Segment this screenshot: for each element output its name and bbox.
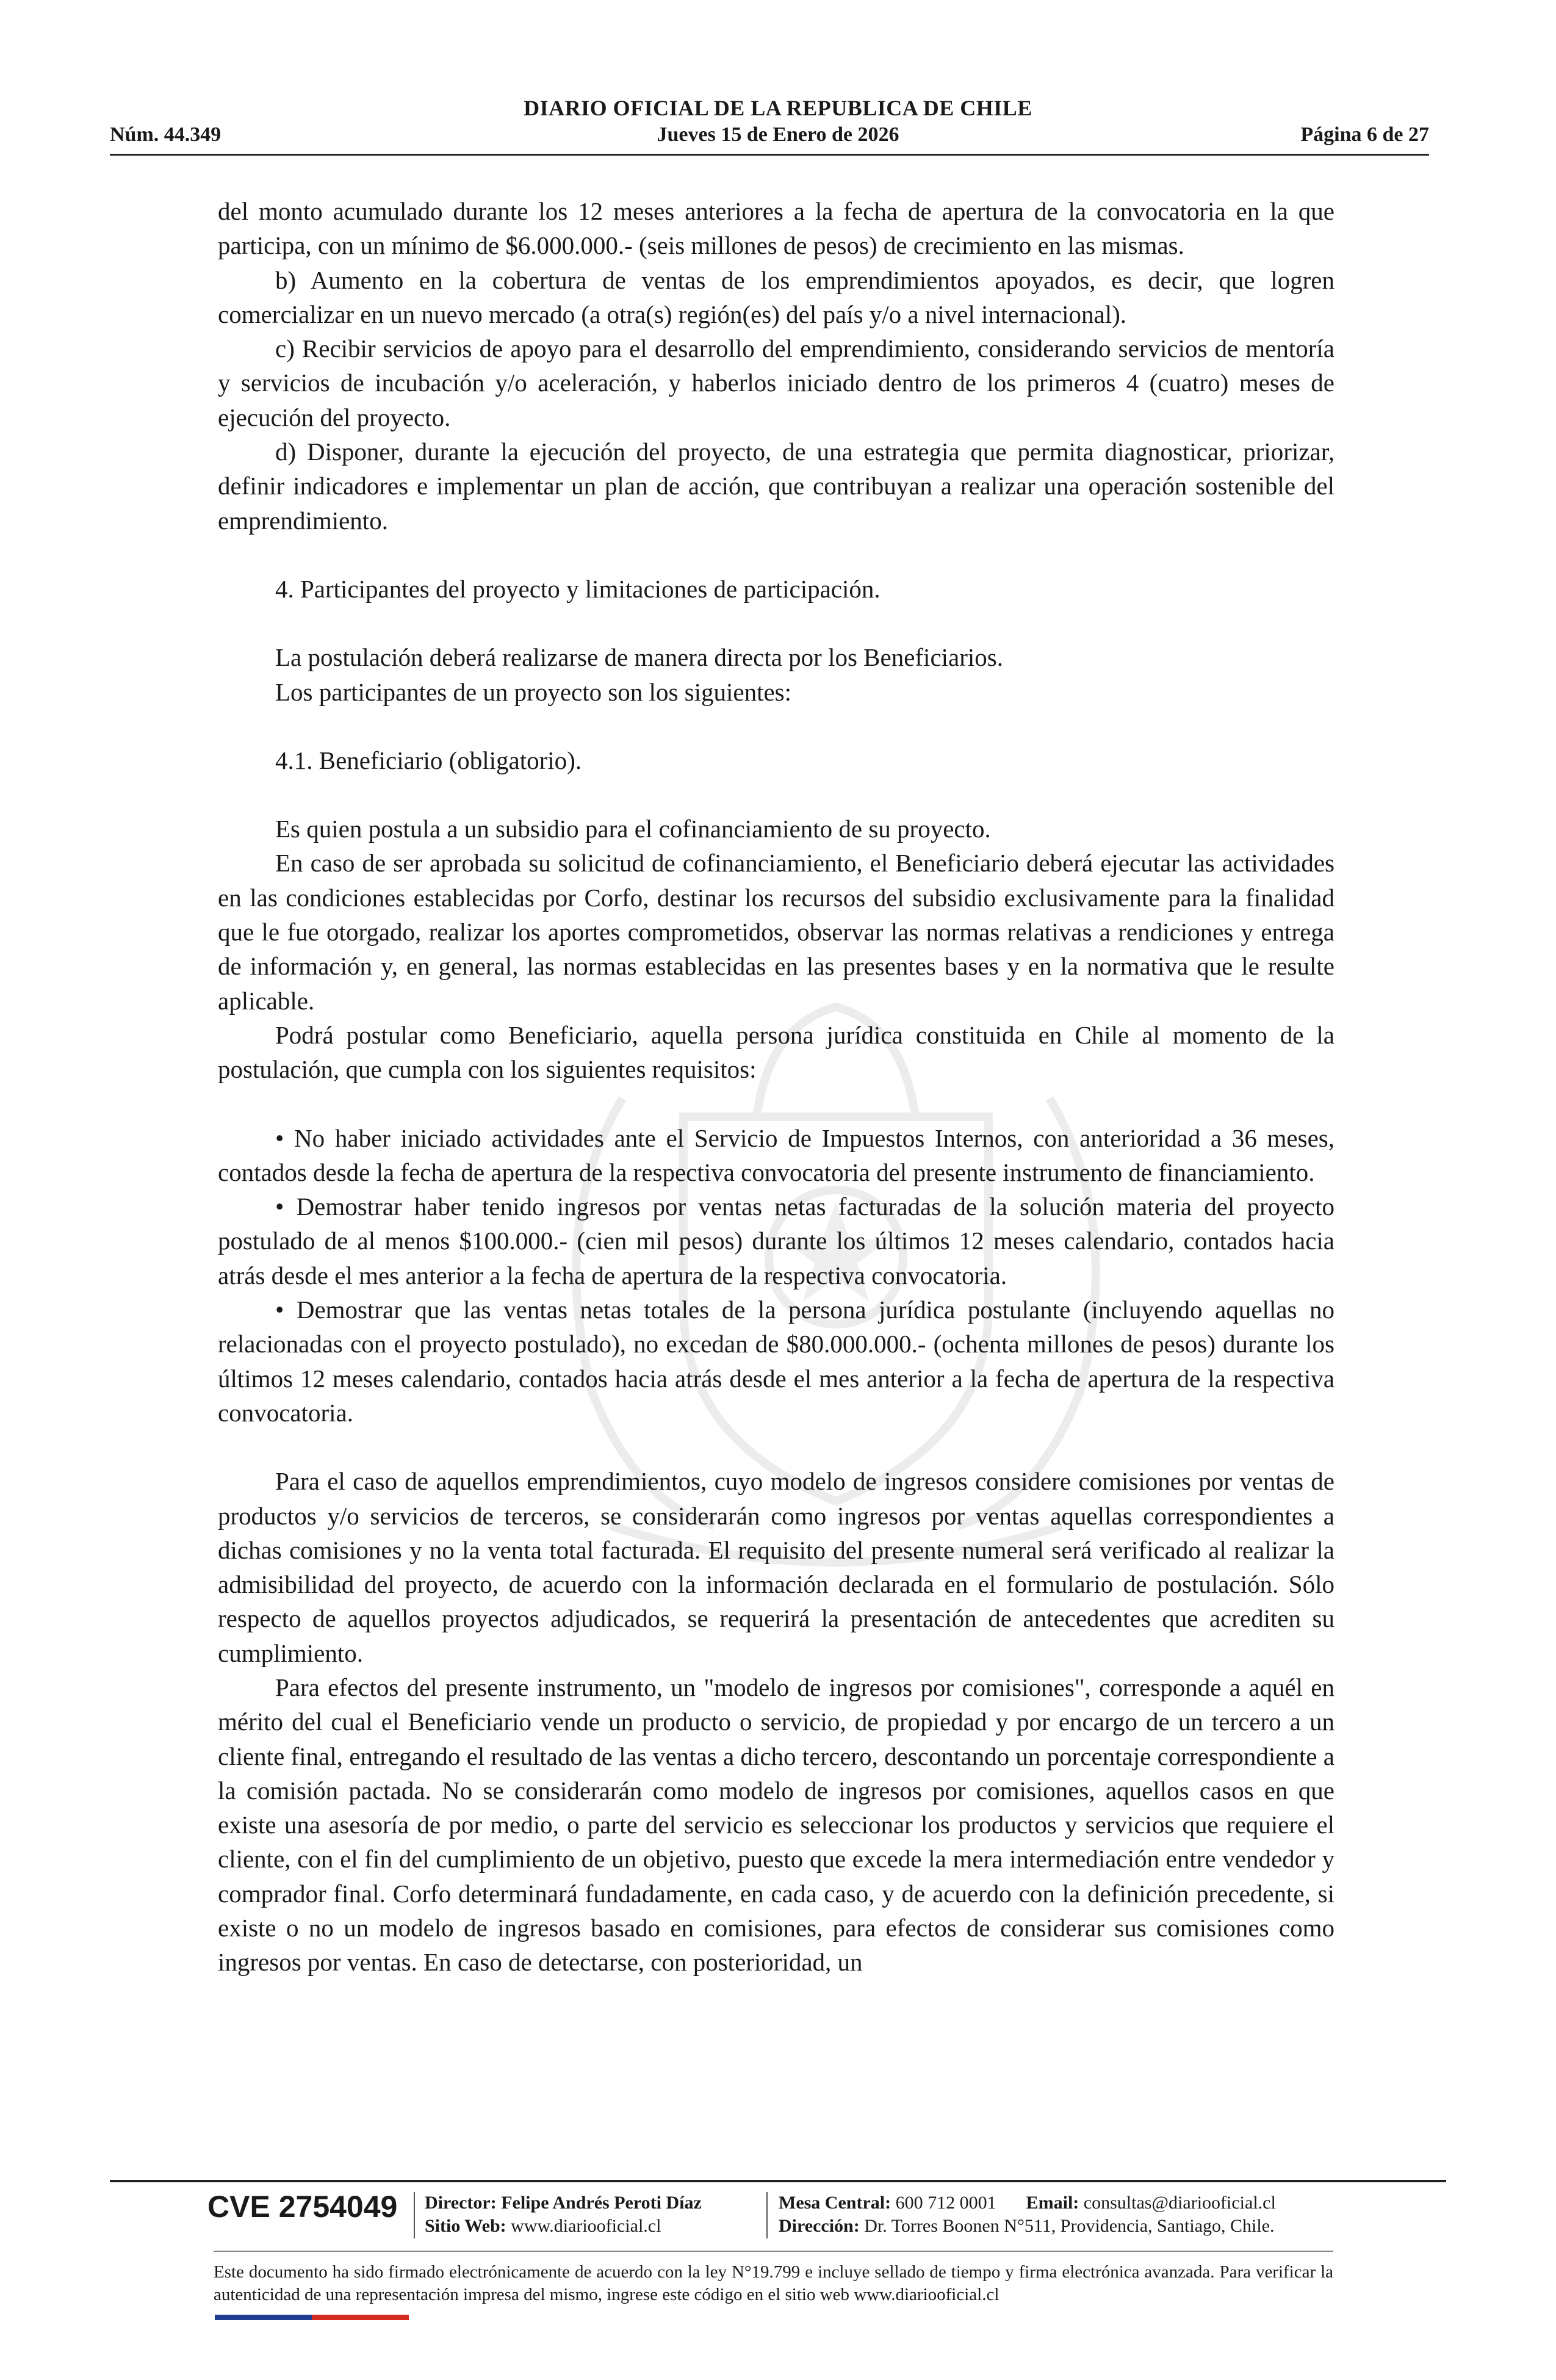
mesa-central-phone: 600 712 0001 [895, 2193, 996, 2213]
director-label: Director: [425, 2193, 497, 2213]
address-text: Dr. Torres Boonen N°511, Providencia, Santiago, Chile. [864, 2216, 1275, 2236]
paragraph: Para el caso de aquellos emprendimientos, cuyo modelo de ingresos considere comisiones por ventas de productos y/o servicios de terceros, se considerarán como ingresos por ventas aquellas correspondientes a dichas comisiones y no la venta total facturada. El requisito del presente numeral será verificado al realizar la admisibilidad del proyecto, de acuerdo con la información declarada en el formulario de postulación. Sólo respecto de aquellos proyectos adjudicados, se requerirá la presentación de antecedentes que acrediten su cumplimiento. [218, 1467, 1334, 1667]
paragraph: Los participantes de un proyecto son los siguientes: [275, 677, 792, 706]
bullet-item: • Demostrar que las ventas netas totales de la persona jurídica postulante (incluyendo aquellas no relacionadas con el proyecto postulado), no excedan de $80.000.000.- (ochenta millones de pesos) durante los últimos 12 meses calendario, contados hacia atrás desde el mes anterior a la fecha de apertura de la respectiva convocatoria. [218, 1296, 1334, 1427]
chile-flag-stripe [215, 2315, 409, 2320]
paragraph: b) Aumento en la cobertura de ventas de los emprendimientos apoyados, es decir, que logren comercializar en un nuevo mercado (a otra(s) región(es) del país y/o a nivel internacional). [218, 265, 1334, 328]
page-indicator: Página 6 de 27 [1300, 123, 1429, 146]
paragraph: Es quien postula a un subsidio para el cofinanciamiento de su proyecto. [275, 815, 991, 843]
email-label: Email: [1026, 2193, 1079, 2213]
website-label: Sitio Web: [425, 2216, 506, 2236]
director-name: Felipe Andrés Peroti Díaz [501, 2193, 702, 2213]
header-divider [110, 154, 1429, 156]
website-line [425, 2216, 661, 2237]
director-line [425, 2193, 702, 2213]
address-label: Dirección: [779, 2216, 860, 2236]
cve-code: CVE 2754049 [207, 2190, 398, 2224]
website-link[interactable]: www.diariooficial.cl [511, 2216, 661, 2236]
address-line [779, 2216, 1275, 2237]
paragraph: En caso de ser aprobada su solicitud de cofinanciamiento, el Beneficiario deberá ejecutar las actividades en las condiciones establecidas por Corfo, destinar los recursos del subsidio exclusivamente para la finalidad que le fue otorgado, realizar los aportes comprometidos, observar las normas relativas a rendiciones y entrega de información y, en general, las normas establecidas en las presentes bases y en la normativa que le resulte aplicable. [218, 849, 1334, 1015]
footer-separator [414, 2192, 415, 2238]
email-link[interactable]: consultas@diariooficial.cl [1083, 2193, 1276, 2213]
paragraph: d) Disponer, durante la ejecución del proyecto, de una estrategia que permita diagnosticar, priorizar, definir indicadores e implementar un plan de acción, que contribuyan a realizar una operación sostenible del emprendimiento. [218, 438, 1334, 535]
paragraph: La postulación deberá realizarse de manera directa por los Beneficiarios. [275, 643, 1003, 672]
footer-separator [766, 2192, 768, 2238]
paragraph: del monto acumulado durante los 12 meses anteriores a la fecha de apertura de la convocatoria en la que participa, con un mínimo de $6.000.000.- (seis millones de pesos) de crecimiento en las mismas. [218, 197, 1334, 260]
publication-title: DIARIO OFICIAL DE LA REPUBLICA DE CHILE [524, 96, 1032, 120]
mesa-central-label: Mesa Central: [779, 2193, 891, 2213]
footer-thin-divider [214, 2251, 1333, 2252]
bullet-item: • Demostrar haber tenido ingresos por ventas netas facturadas de la solución materia del proyecto postulado de al menos $100.000.- (cien mil pesos) durante los últimos 12 meses calendario, contados hacia atrás desde el mes anterior a la fecha de apertura de la respectiva convocatoria. [218, 1192, 1334, 1289]
issue-number: Núm. 44.349 [110, 123, 222, 146]
flag-red-segment [312, 2315, 409, 2320]
footer-divider [110, 2180, 1446, 2182]
section-heading: 4. Participantes del proyecto y limitaciones de participación. [275, 574, 881, 603]
paragraph: Para efectos del presente instrumento, un "modelo de ingresos por comisiones", corresponde a aquél en mérito del cual el Beneficiario vende un producto o servicio, de propiedad y por encargo de un tercero a un cliente final, entregando el resultado de las ventas a dicho tercero, descontando un porcentaje correspondiente a la comisión pactada. No se considerarán como modelo de ingresos por comisiones, aquellos casos en que existe una asesoría de por medio, o parte del servicio es seleccionar los productos y servicios que requiere el cliente, con el fin del cumplimiento de un objetivo, puesto que excede la mera intermediación entre vendedor y comprador final. Corfo determinará fundadamente, en cada caso, y de acuerdo con la definición precedente, si existe o no un modelo de ingresos basado en comisiones, para efectos de considerar sus comisiones como ingresos por ventas. En caso de detectarse, con posterioridad, un [218, 1673, 1334, 1977]
subsection-heading: 4.1. Beneficiario (obligatorio). [275, 746, 582, 774]
document-body [218, 194, 1334, 1980]
flag-blue-segment [215, 2315, 312, 2320]
bullet-item: • No haber iniciado actividades ante el Servicio de Impuestos Internos, con anterioridad a 36 meses, contados desde la fecha de apertura de la respectiva convocatoria del presente instrumento de financiamiento. [218, 1123, 1334, 1186]
contact-line [779, 2193, 1276, 2213]
legal-notice: Este documento ha sido firmado electrónicamente de acuerdo con la ley N°19.799 e incluye sellado de tiempo y firma electrónica avanzada. Para verificar la autenticidad de una representación impresa del mismo, ingrese este código en el sitio web www.diariooficial.cl [214, 2262, 1333, 2304]
issue-date: Jueves 15 de Enero de 2026 [657, 123, 899, 146]
paragraph: c) Recibir servicios de apoyo para el desarrollo del emprendimiento, considerando servicios de mentoría y servicios de incubación y/o aceleración, y haberlos iniciado dentro de los primeros 4 (cuatro) meses de ejecución del proyecto. [218, 334, 1334, 431]
paragraph: Podrá postular como Beneficiario, aquella persona jurídica constituida en Chile al momento de la postulación, que cumpla con los siguientes requisitos: [218, 1020, 1334, 1084]
